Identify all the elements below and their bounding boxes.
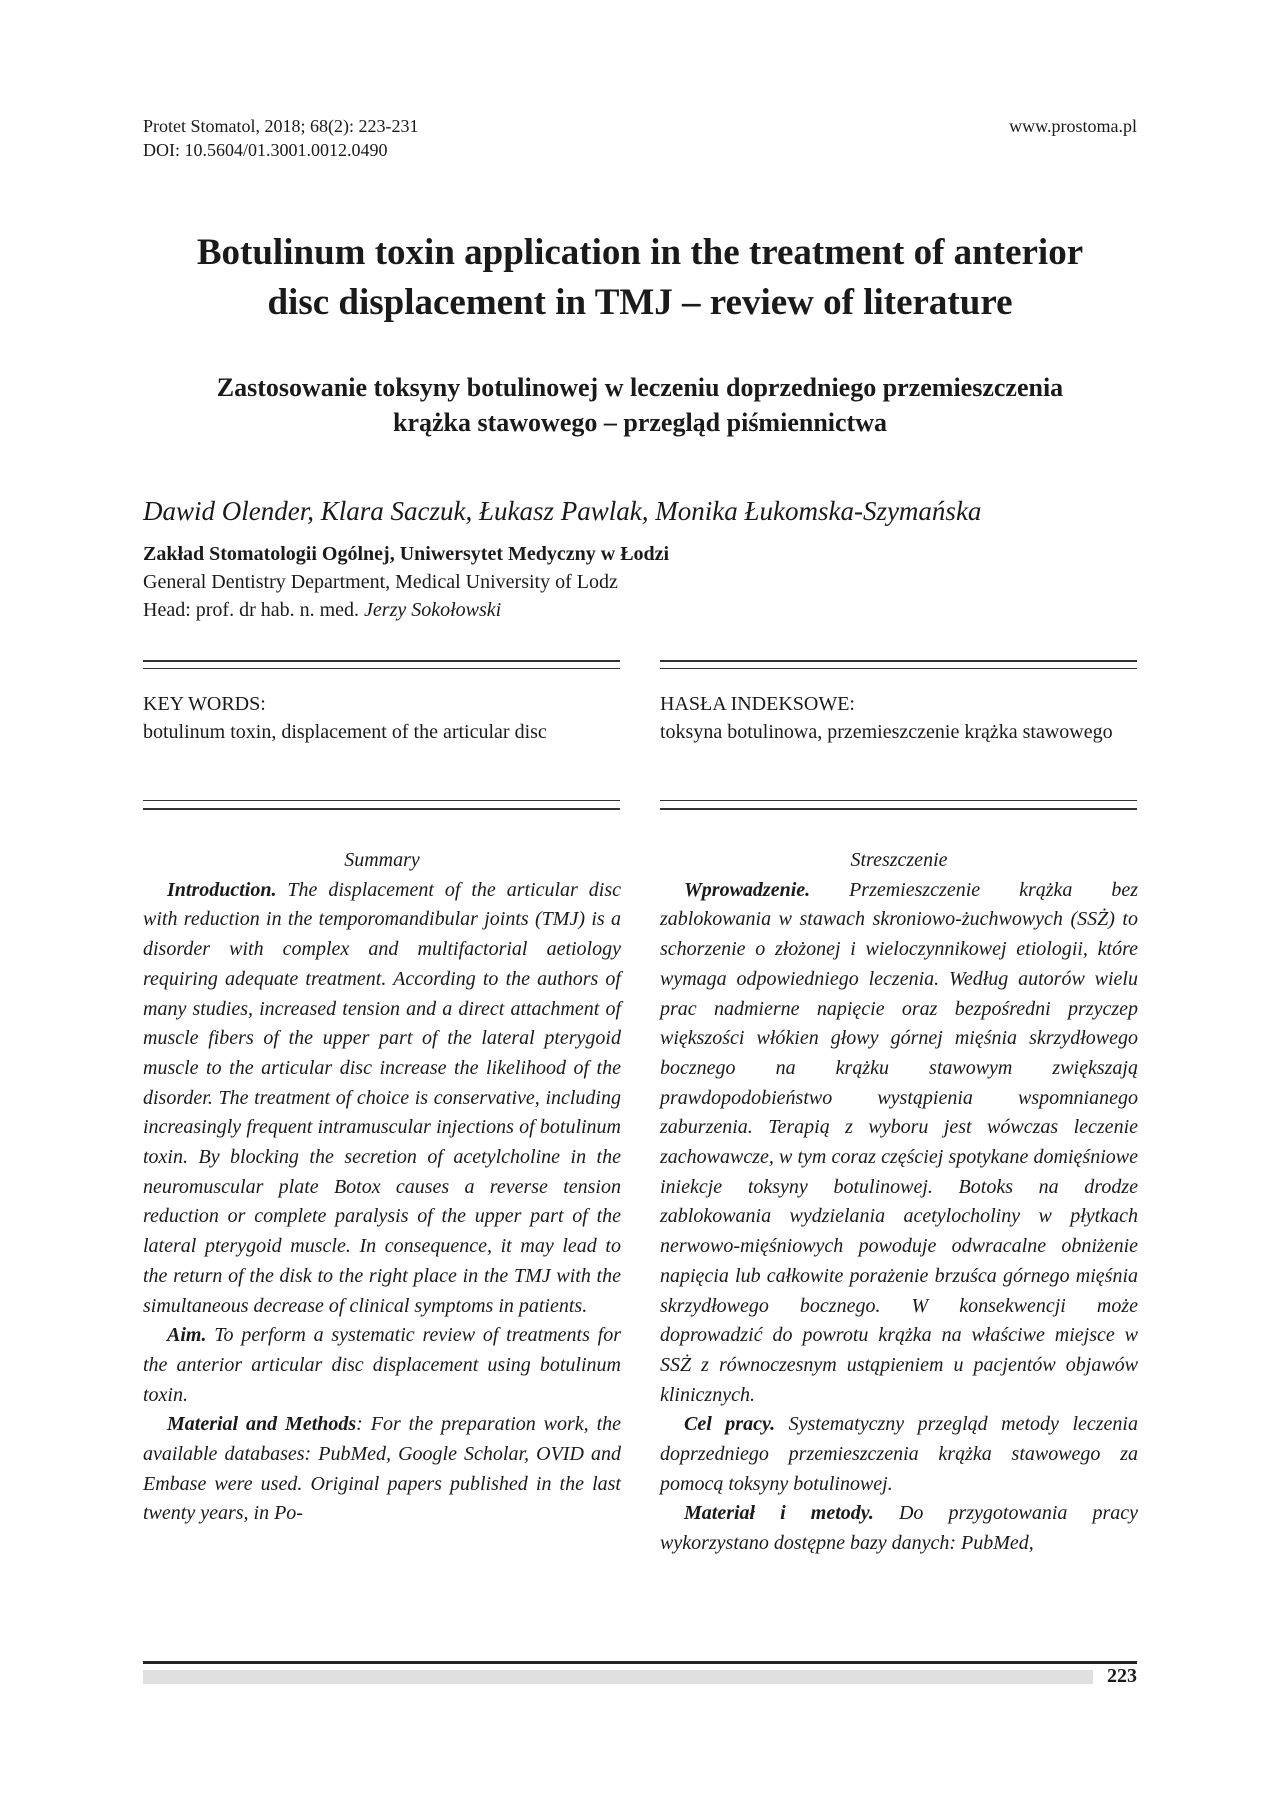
affiliation-polish: Zakład Stomatologii Ogólnej, Uniwersytet Medyczny w Łodzi — [143, 543, 670, 565]
title-line: Botulinum toxin application in the treatment of anterior — [196, 232, 1084, 273]
footer-rule — [143, 1661, 1137, 1664]
affiliation — [143, 540, 669, 624]
keywords-en-heading: KEY WORDS: — [143, 693, 266, 715]
streszczenie-methods-label: Materiał i metody. — [684, 1502, 874, 1525]
title-line: disc displacement in TMJ – review of literature — [267, 282, 1013, 323]
streszczenie-metody — [660, 1499, 1138, 1558]
subtitle-line: krążka stawowego – przegląd piśmiennictwa — [393, 408, 887, 437]
doi: DOI: 10.5604/01.3001.0012.0490 — [143, 140, 388, 160]
streszczenie-aim-label: Cel pracy. — [684, 1413, 776, 1436]
summary-intro-label: Introduction. — [167, 878, 277, 901]
keywords-pl-heading: HASŁA INDEKSOWE: — [660, 693, 855, 715]
streszczenie-column — [660, 846, 1138, 1559]
summary-introduction — [143, 876, 621, 1322]
footer-bar — [143, 1670, 1093, 1684]
keywords-en-text: botulinum toxin, displacement of the articular disc — [143, 721, 547, 743]
summary-aim — [143, 1321, 621, 1410]
citation: Protet Stomatol, 2018; 68(2): 223-231 — [143, 116, 419, 136]
streszczenie-heading: Streszczenie — [850, 849, 948, 871]
divider — [143, 660, 620, 662]
streszczenie-intro-text: Przemieszczenie krążka bez zablokowania w stawach skroniowo-żuchwowych (SSŻ) to schorzenie o złożonej i wieloczynnikowej etiologii, które wymaga odpowiedniego leczenia. Według autorów wielu prac nadmierne napięcie oraz bezpośredni przyczep większości włókien głowy górnej mięśnia skrzydłowego bocznego na krążku stawowym zwiększają prawdopodobieństwo wystąpienia wspomnianego zaburzenia. Terapią z wyboru jest wówczas leczenie zachowawcze, w tym coraz częściej spotykane domięśniowe iniekcje toksyny botulinowej. Botoks na drodze zablokowania wydzielania acetylocholiny w płytkach nerwowo-mięśniowych powoduje odwracalne obniżenie napięcia lub całkowite porażenie brzuśca górnego mięśnia skrzydłowego bocznego. W konsekwencji może doprowadzić do powrotu krążka na właściwe miejsce w SSŻ z równoczesnym ustąpieniem u pacjentów objawów klinicznych. — [660, 878, 1138, 1406]
streszczenie-wprowadzenie — [660, 876, 1138, 1411]
summary-aim-label: Aim. — [167, 1324, 207, 1347]
divider — [660, 660, 1137, 662]
divider — [660, 808, 1137, 810]
page-number: 223 — [1107, 1665, 1137, 1687]
summary-methods-label: Material and Methods — [167, 1413, 357, 1436]
divider — [143, 668, 620, 669]
summary-intro-text: The displacement of the articular disc with reduction in the temporomandibular joints (TMJ) is a disorder with complex and multifactorial aetiology requiring adequate treatment. According to the authors of many studies, increased tension and a direct attachment of muscle fibers of the upper part of the lateral pterygoid muscle to the articular disc increase the likelihood of the disorder. The treatment of choice is conservative, including increasingly frequent intramuscular injections of botulinum toxin. By blocking the secretion of acetylcholine in the neuromuscular plate Botox causes a reverse tension reduction or complete paralysis of the upper part of the lateral pterygoid muscle. In consequence, it may lead to the return of the disk to the right place in the TMJ with the simultaneous decrease of clinical symptoms in patients. — [143, 878, 621, 1317]
summary-methods — [143, 1410, 621, 1529]
affiliation-english: General Dentistry Department, Medical University of Lodz — [143, 571, 618, 593]
streszczenie-cel — [660, 1410, 1138, 1499]
authors: Dawid Olender, Klara Saczuk, Łukasz Pawlak, Monika Łukomska-Szymańska — [143, 496, 982, 526]
keywords-en — [143, 690, 620, 746]
divider — [660, 668, 1137, 669]
affiliation-head — [143, 596, 669, 624]
journal-header — [143, 114, 418, 162]
subtitle-line: Zastosowanie toksyny botulinowej w leczeniu doprzedniego przemieszczenia — [216, 373, 1064, 402]
article-subtitle — [143, 370, 1137, 440]
summary-aim-text: To perform a systematic review of treatments for the anterior articular disc displacement using botulinum toxin. — [143, 1324, 621, 1406]
keywords-pl — [660, 690, 1137, 746]
website-link[interactable]: www.prostoma.pl — [1009, 116, 1137, 136]
article-title — [143, 228, 1137, 328]
summary-heading: Summary — [344, 849, 420, 871]
streszczenie-intro-label: Wprowadzenie. — [684, 878, 811, 901]
streszczenie-aim-text: Systematyczny przegląd metody leczenia doprzedniego przemieszczenia krążka stawowego za pomocą toksyny botulinowej. — [660, 1413, 1138, 1495]
divider — [660, 800, 1137, 801]
summary-column — [143, 846, 621, 1529]
head-prefix: Head: prof. dr hab. n. med. — [143, 599, 365, 621]
summary-methods-text: : For the preparation work, the available databases: PubMed, Google Scholar, OVID and Embase were used. Original papers published in the last twenty years, in Po- — [143, 1413, 622, 1525]
keywords-pl-text: toksyna botulinowa, przemieszczenie krążka stawowego — [660, 721, 1113, 743]
divider — [143, 808, 620, 810]
streszczenie-methods-text: Do przygotowania pracy wykorzystano dostępne bazy danych: PubMed, — [660, 1502, 1138, 1555]
divider — [143, 800, 620, 801]
head-name: Jerzy Sokołowski — [364, 599, 502, 621]
